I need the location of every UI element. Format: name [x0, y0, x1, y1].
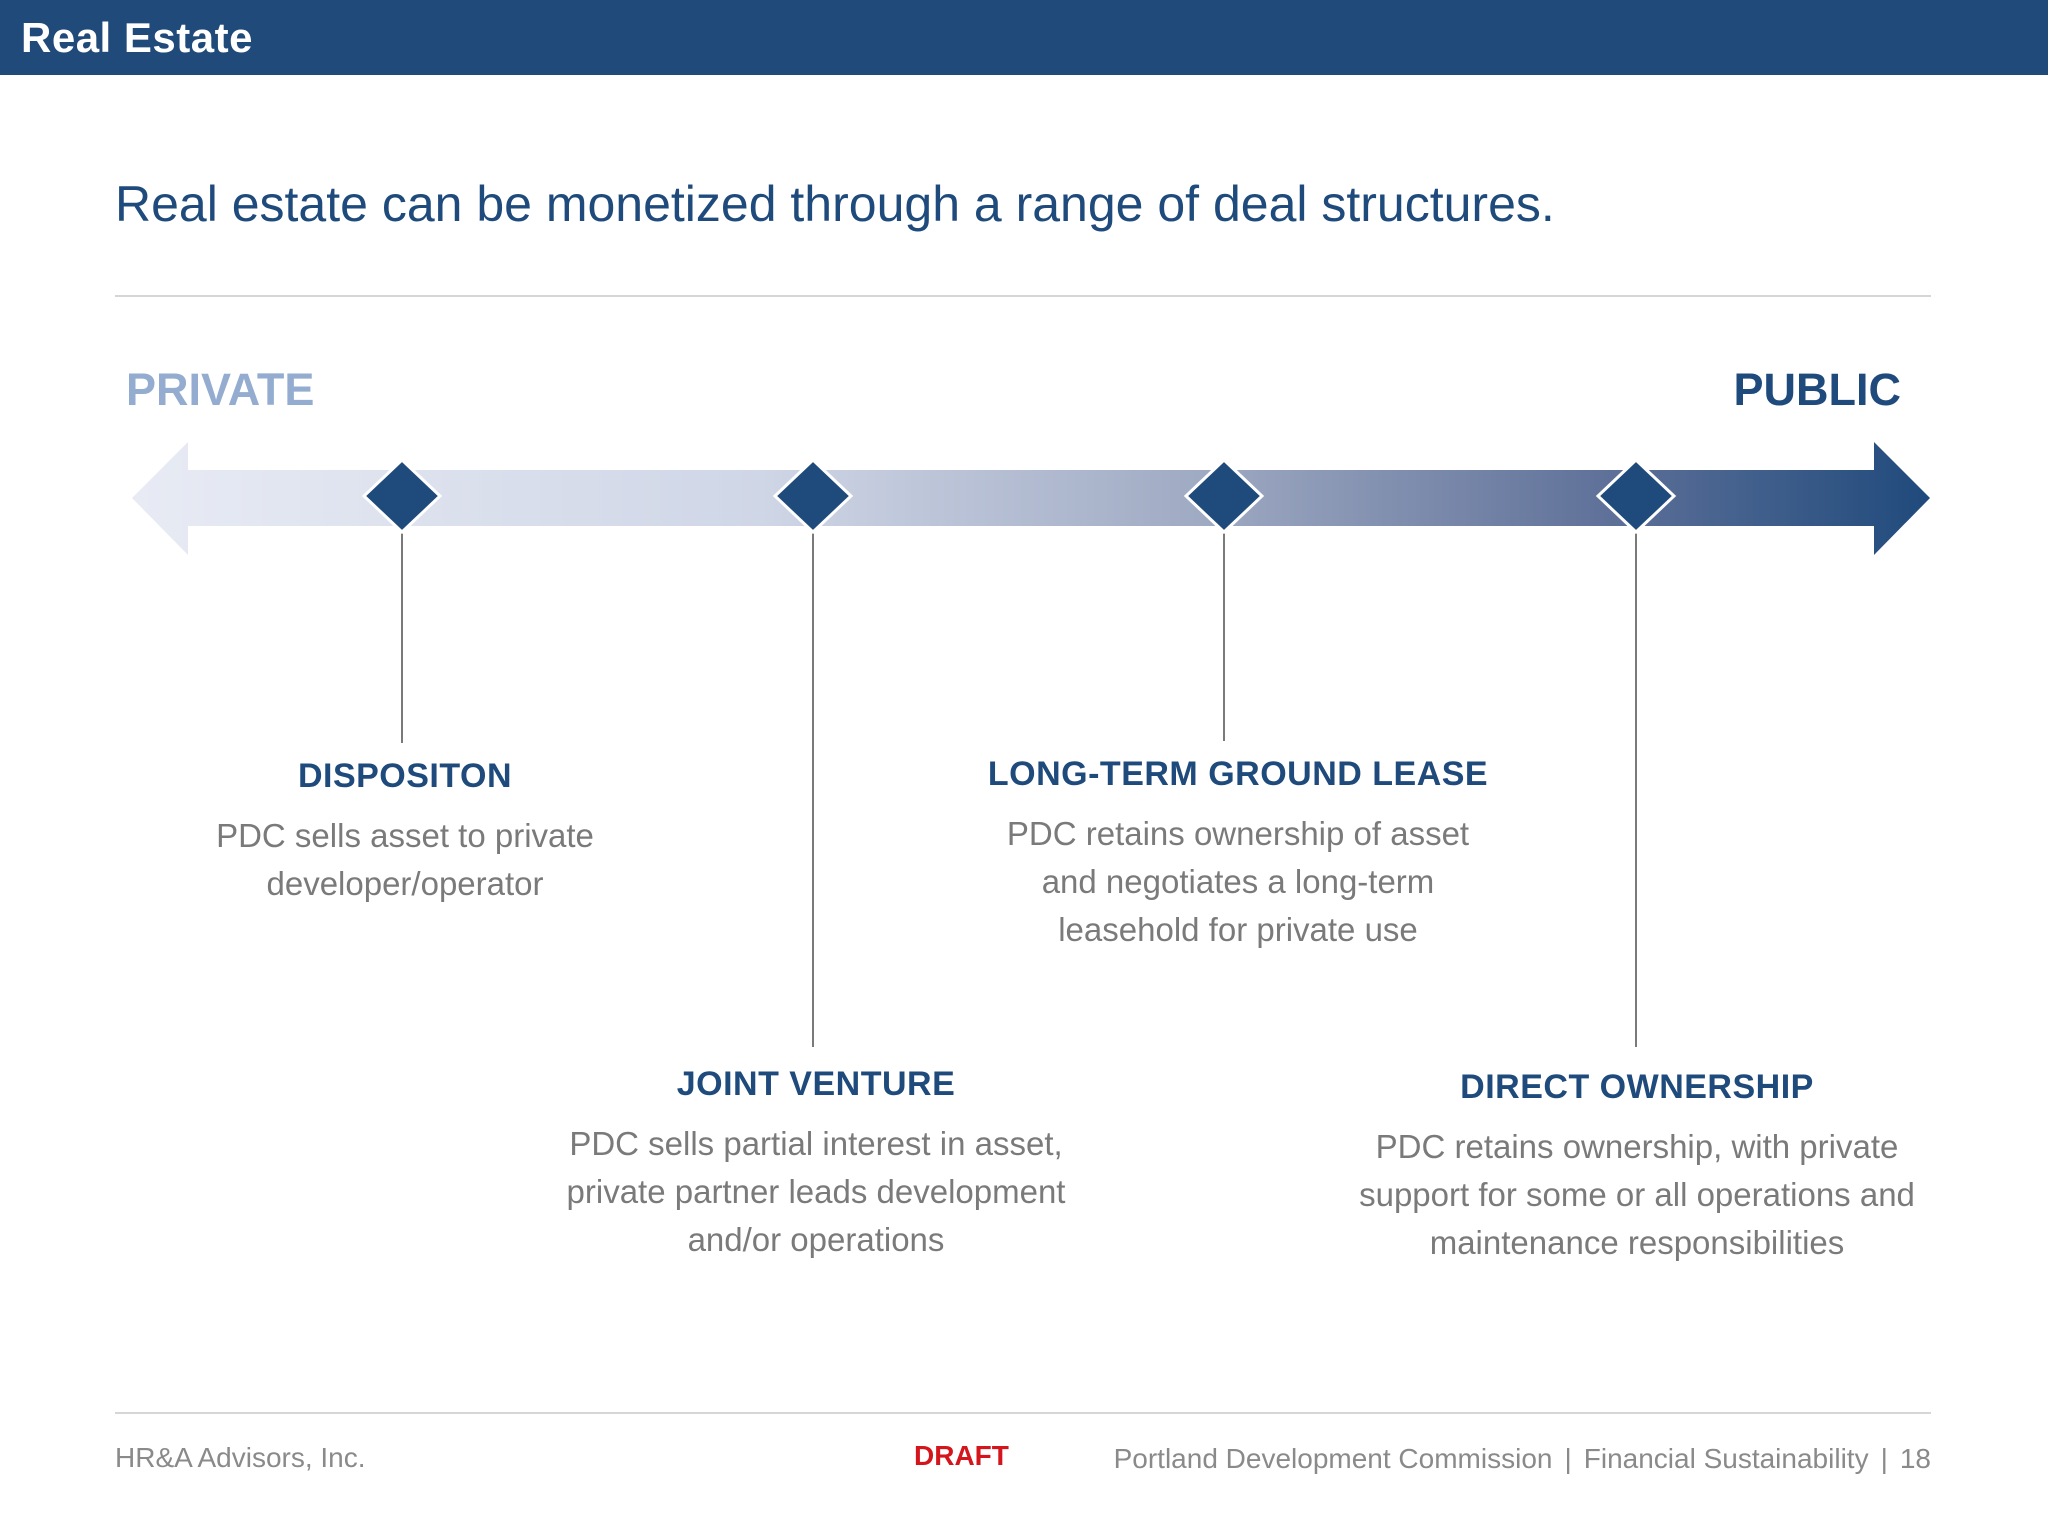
footer-separator: | [1880, 1443, 1888, 1474]
footer-client: Portland Development Commission [1113, 1443, 1553, 1474]
footer-info [1114, 1442, 1931, 1476]
node-description: PDC retains ownership, with private support for some or all operations and maintenance responsibilities [1359, 1128, 1915, 1261]
section-title: Real Estate [21, 14, 253, 61]
footer-company: HR&A Advisors, Inc. [115, 1442, 366, 1473]
footer-project: Financial Sustainability [1583, 1443, 1869, 1474]
private-label: PRIVATE [126, 364, 315, 415]
node-title: LONG-TERM GROUND LEASE [987, 755, 1489, 793]
node-description: PDC sells asset to private developer/operator [216, 817, 594, 902]
node-title: DIRECT OWNERSHIP [1460, 1068, 1814, 1106]
footer-separator: | [1564, 1443, 1572, 1474]
node-description: PDC sells partial interest in asset, private partner leads development and/or operations [566, 1125, 1066, 1258]
node-direct-ownership [1357, 1067, 1917, 1267]
node-joint-venture [536, 1064, 1096, 1264]
node-title: JOINT VENTURE [676, 1065, 956, 1103]
node-title: DISPOSITON [297, 757, 513, 795]
node-disposition [125, 756, 685, 908]
node-ground-lease [958, 754, 1518, 954]
draft-stamp: DRAFT [914, 1440, 1009, 1471]
public-label: PUBLIC [1733, 364, 1901, 415]
node-description: PDC retains ownership of asset and negotiates a long-term leasehold for private use [1006, 815, 1470, 948]
footer-divider [115, 1412, 1931, 1414]
page-number: 18 [1899, 1443, 1931, 1474]
slide-headline: Real estate can be monetized through a range of deal structures. [115, 176, 1555, 232]
